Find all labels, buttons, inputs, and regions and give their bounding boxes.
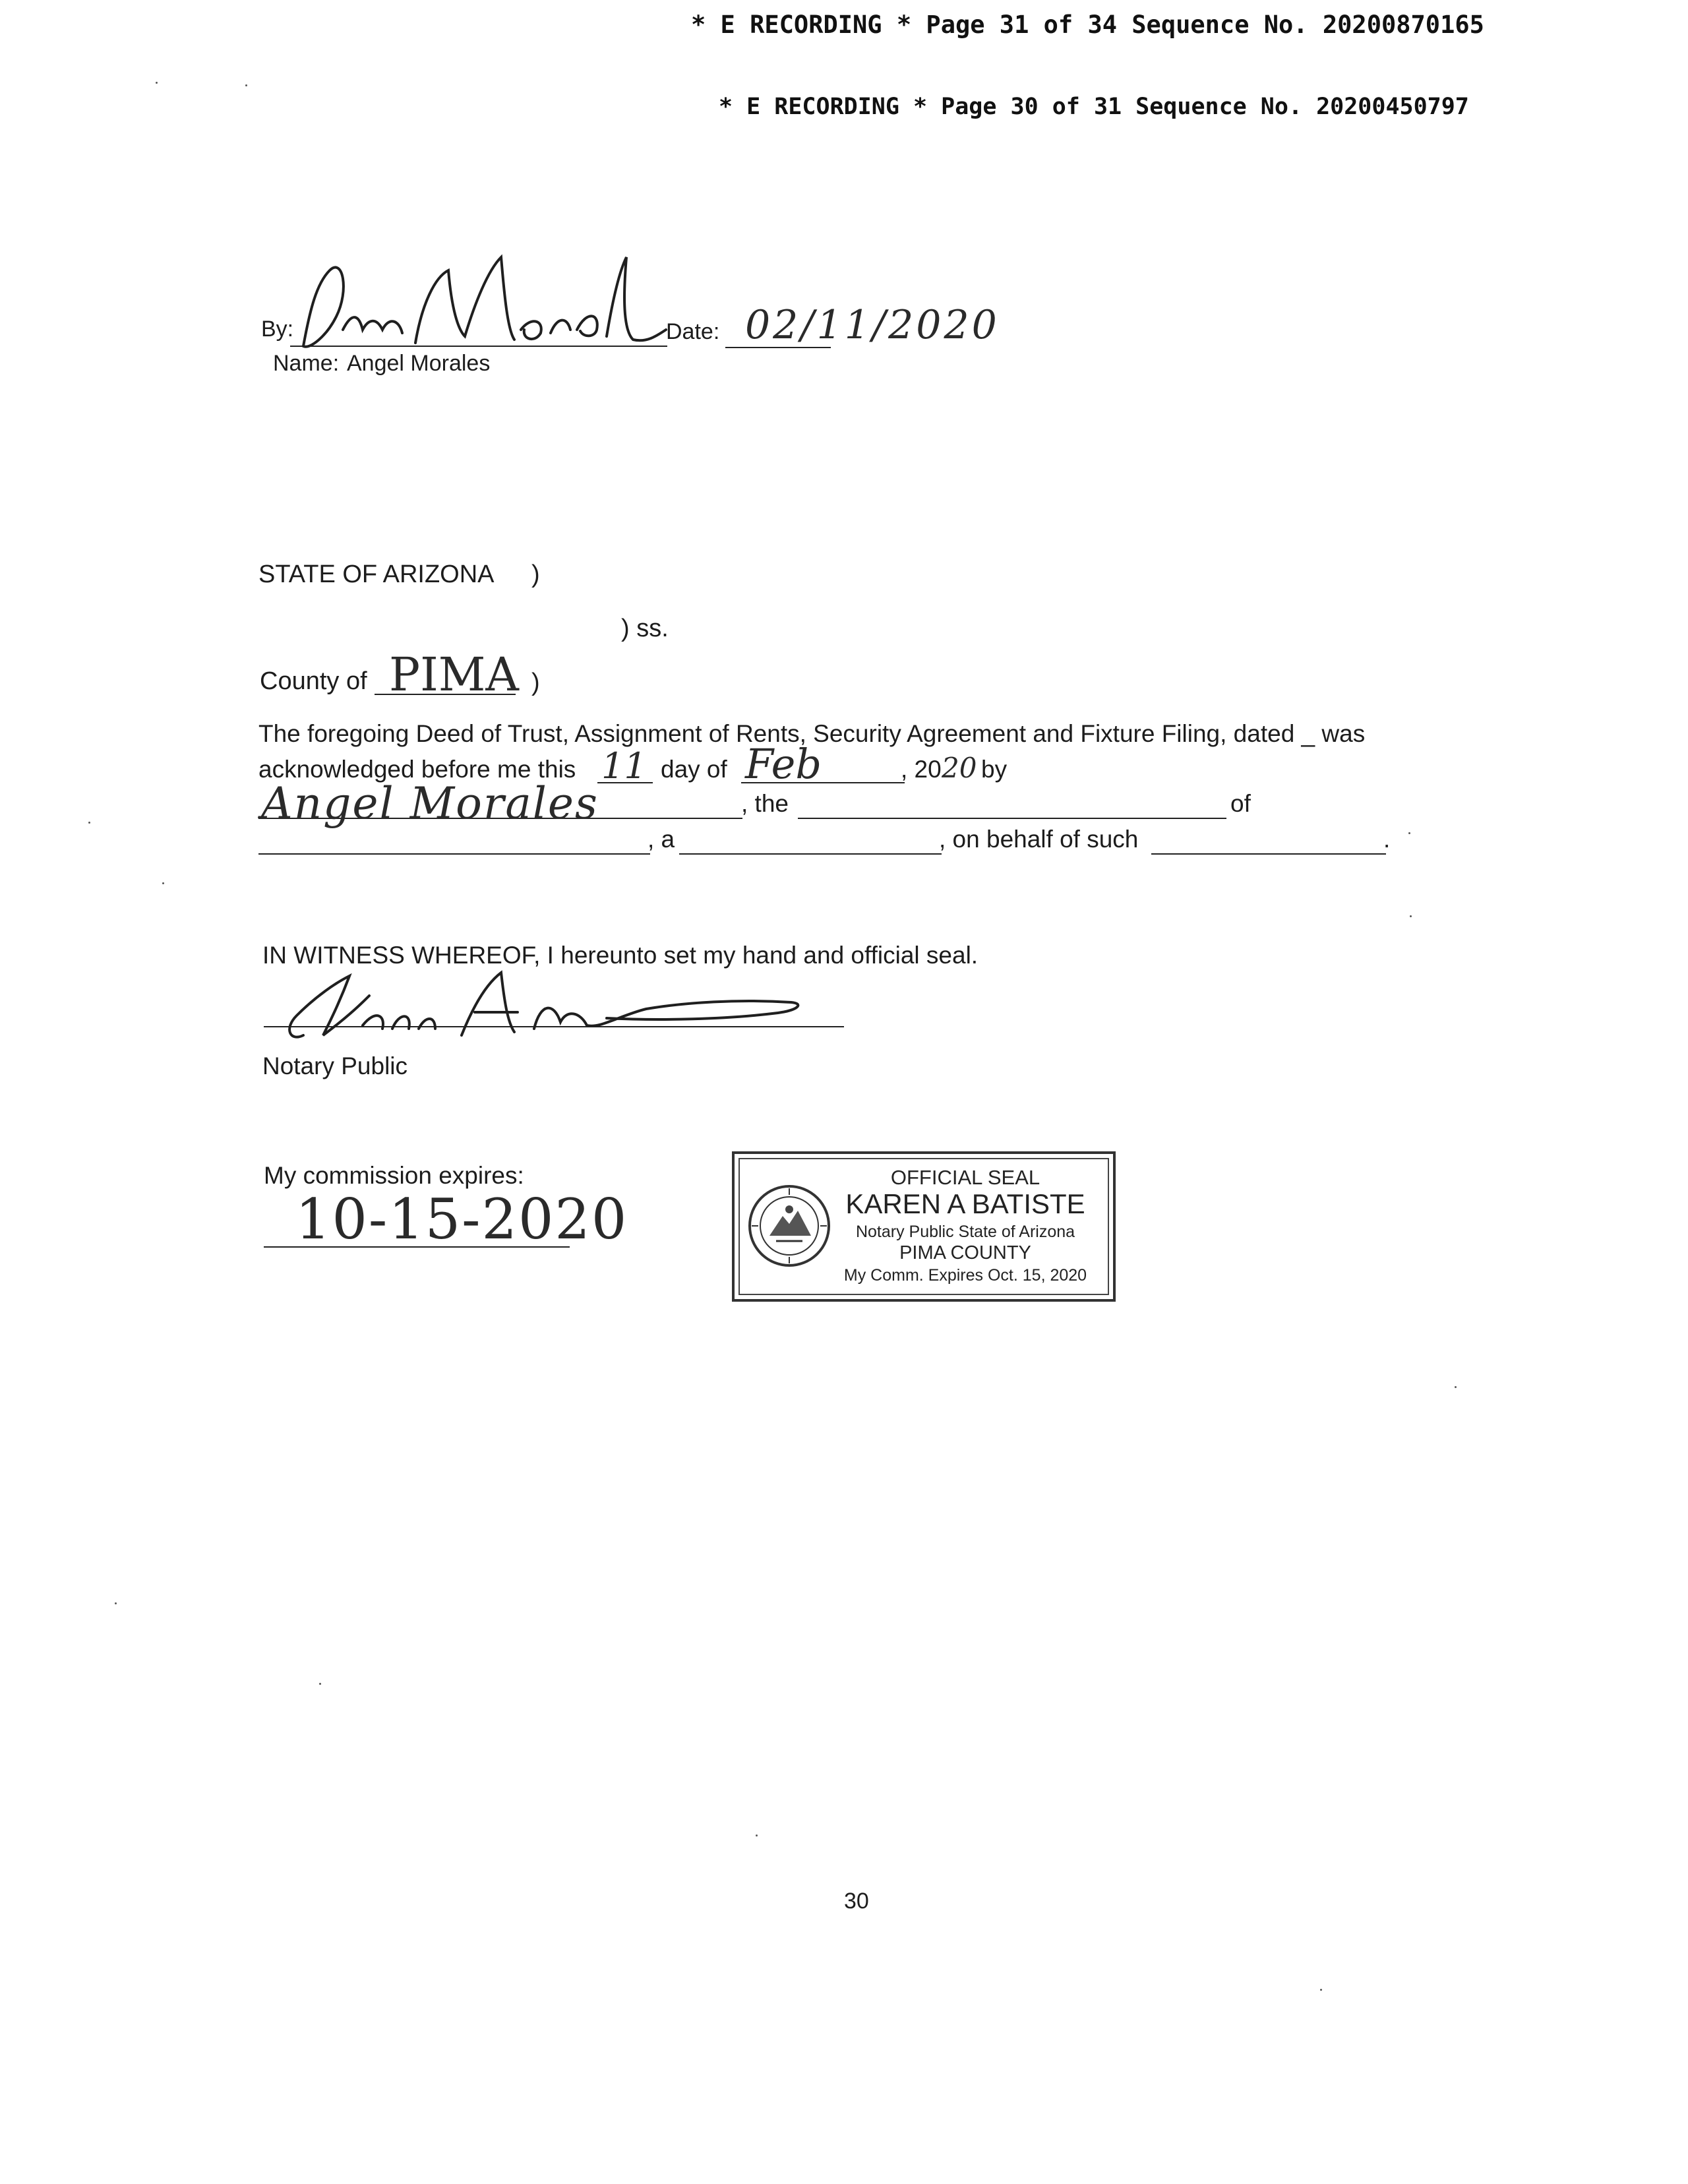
year-prefix: , 20 xyxy=(901,756,942,783)
commission-value: 10-15-2020 xyxy=(295,1187,628,1252)
ss-label: ) ss. xyxy=(621,615,669,642)
notary-signature xyxy=(277,963,818,1048)
scan-speck xyxy=(115,1602,117,1604)
seal-county: PIMA COUNTY xyxy=(899,1242,1031,1263)
ack-period: . xyxy=(1383,826,1391,853)
page-number: 30 xyxy=(844,1889,869,1914)
name-label: Name: xyxy=(273,351,340,376)
scan-speck xyxy=(156,82,158,84)
recording-header-2: * E RECORDING * Page 30 of 31 Sequence No. 20200450797 xyxy=(719,94,1469,120)
state-label: STATE OF ARIZONA xyxy=(258,561,495,588)
scan-speck xyxy=(1408,832,1410,834)
county-label: County of xyxy=(260,667,367,695)
date-value: 02/11/2020 xyxy=(745,302,1000,348)
scan-speck xyxy=(1410,915,1412,917)
recording-header-1: * E RECORDING * Page 31 of 34 Sequence No. 20200870165 xyxy=(691,11,1484,39)
scan-speck xyxy=(756,1835,758,1836)
signer-value: Angel Morales xyxy=(261,778,599,829)
by-word: by xyxy=(981,756,1008,783)
seal-notary-state: Notary Public State of Arizona xyxy=(855,1223,1075,1241)
ack-before: acknowledged before me this xyxy=(258,756,576,783)
seal-title: OFFICIAL SEAL xyxy=(890,1166,1040,1189)
year-value: 20 xyxy=(942,752,977,784)
date-label: Date: xyxy=(666,319,720,344)
commission-label: My commission expires: xyxy=(264,1162,524,1189)
scan-speck xyxy=(1320,1989,1322,1991)
arizona-state-seal-icon xyxy=(746,1183,832,1269)
of-label: of xyxy=(1230,790,1251,817)
scan-speck xyxy=(162,882,164,884)
month-value: Feb xyxy=(745,740,822,788)
witness-text: IN WITNESS WHEREOF, I hereunto set my hand and official seal. xyxy=(262,942,979,969)
official-seal-stamp xyxy=(732,1151,1116,1302)
name-value: Angel Morales xyxy=(347,351,491,376)
scan-speck xyxy=(319,1683,321,1685)
scan-speck xyxy=(88,822,90,824)
day-value: 11 xyxy=(601,745,647,787)
venue-paren-1: ) xyxy=(531,561,540,588)
scan-speck xyxy=(245,84,247,86)
seal-name: KAREN A BATISTE xyxy=(845,1188,1085,1219)
a-label: , a xyxy=(648,826,675,853)
county-value: PIMA xyxy=(389,648,519,702)
title-line xyxy=(798,818,1226,819)
behalf-label: , on behalf of such xyxy=(939,826,1139,853)
day-of-label: day of xyxy=(661,756,727,783)
scan-speck xyxy=(1455,1386,1457,1388)
ack-line-1: The foregoing Deed of Trust, Assignment of Rents, Security Agreement and Fixture Filing, dated _ was xyxy=(258,720,1366,747)
entity-line xyxy=(258,853,650,855)
venue-paren-2: ) xyxy=(531,669,540,696)
by-label: By: xyxy=(261,317,294,342)
the-label: , the xyxy=(741,790,789,817)
entity-type-line xyxy=(679,853,942,855)
notary-public-label: Notary Public xyxy=(262,1052,408,1079)
seal-expires: My Comm. Expires Oct. 15, 2020 xyxy=(843,1266,1087,1285)
behalf-line xyxy=(1151,853,1386,855)
